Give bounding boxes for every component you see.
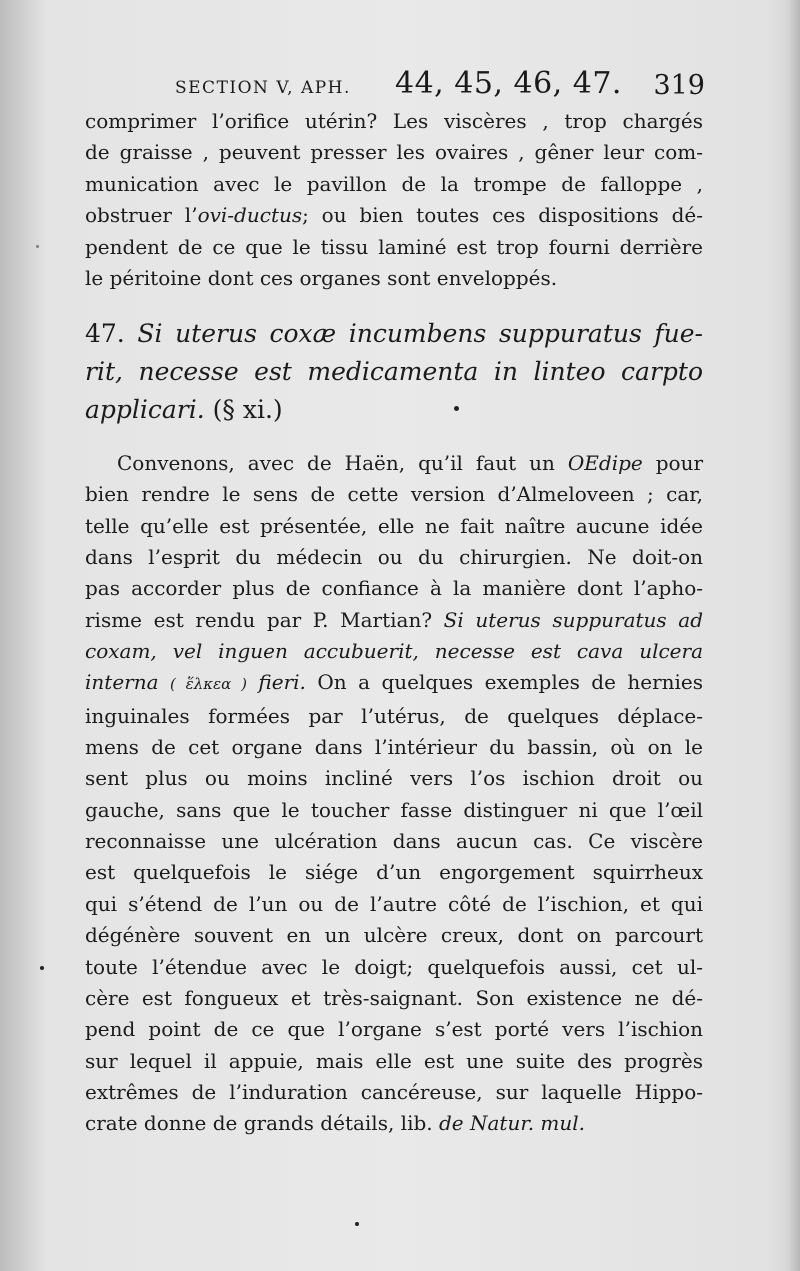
running-head: [175, 66, 715, 106]
text-fragment: ; ou bien toutes ces dispositions dé-: [302, 203, 703, 228]
italic-term: de Natur. mul.: [439, 1111, 586, 1136]
aphorism-text: applicari.: [85, 395, 205, 424]
aphorism-reference: (§ xi.): [212, 395, 283, 424]
text-line: sent plus ou moins incliné vers l’os ischion droit ou: [85, 766, 703, 791]
text-line: extrêmes de l’induration cancéreuse, sur laquelle Hippo-: [85, 1079, 703, 1104]
greek-term: ( ἕλκεα ): [169, 675, 247, 694]
text-line: pas accorder plus de confiance à la manière dont l’apho-: [85, 576, 703, 601]
running-head-section: SECTION V, APH.: [175, 78, 351, 98]
text-line: coxam, vel inguen accubuerit, necesse est cava ulcera: [85, 639, 703, 664]
aphorism-number: 47.: [85, 319, 125, 348]
text-fragment: On a quelques exemples de hernies: [317, 670, 704, 695]
page-number: 319: [653, 70, 705, 101]
text-line: [85, 200, 703, 231]
text-line: est quelquefois le siége d’un engorgement squirrheux: [85, 860, 703, 885]
text-line: toute l’étendue avec le doigt; quelquefois aussi, cet ul-: [85, 954, 703, 979]
paragraph-2: [85, 448, 703, 1140]
text-line: [85, 1108, 703, 1139]
running-head-aphorisms: 44, 45, 46, 47.: [395, 66, 622, 101]
paragraph-1: [85, 106, 703, 294]
italic-term: OEdipe: [567, 451, 643, 475]
ink-speck: [36, 245, 39, 248]
text-line: pendent de ce que le tissu laminé est trop fourni derrière: [85, 234, 703, 259]
text-line: [85, 605, 703, 636]
text-line: qui s’étend de l’un ou de l’autre côté de l’ischion, et qui: [85, 891, 703, 916]
text-line: cère est fongueux et très-saignant. Son existence ne dé-: [85, 985, 703, 1010]
text-line: sur lequel il appuie, mais elle est une suite des progrès: [85, 1048, 703, 1073]
text-line: [85, 667, 703, 700]
text-fragment: pour: [655, 451, 704, 475]
text-line: mens de cet organe dans l’intérieur du bassin, où on le: [85, 735, 703, 760]
text-line: [85, 448, 703, 479]
text-line: munication avec le pavillon de la trompe de falloppe ,: [85, 171, 703, 196]
text-line: gauche, sans que le toucher fasse distinguer ni que l’œil: [85, 797, 703, 822]
ink-speck: [454, 406, 459, 411]
page-edge-shadow: [788, 0, 800, 1271]
text-line: dégénère souvent en un ulcère creux, dont on parcourt: [85, 923, 703, 948]
aphorism-line: [85, 315, 703, 353]
italic-quote: interna: [85, 670, 159, 695]
aphorism-text: Si uterus coxæ incumbens suppuratus fue-: [137, 319, 703, 348]
text-line: de graisse , peuvent presser les ovaires , gêner leur com-: [85, 140, 703, 165]
ink-speck: [355, 1222, 359, 1226]
italic-quote: fieri.: [258, 670, 306, 695]
text-fragment: risme est rendu par P. Martian?: [85, 607, 433, 632]
aphorism-line: rit, necesse est medicamenta in linteo carpto: [85, 357, 703, 386]
text-fragment: crate donne de grands détails, lib.: [85, 1111, 433, 1136]
text-line: telle qu’elle est présentée, elle ne fait naître aucune idée: [85, 513, 703, 538]
text-line: inguinales formées par l’utérus, de quelques déplace-: [85, 703, 703, 728]
italic-quote: Si uterus suppuratus ad: [443, 607, 703, 632]
text-line: dans l’esprit du médecin ou du chirurgien. Ne doit-on: [85, 545, 703, 570]
ink-speck: [40, 966, 44, 970]
italic-term: ovi-ductus: [197, 203, 303, 228]
aphorism-line: [85, 391, 703, 429]
text-line: reconnaisse une ulcération dans aucun cas. Ce viscère: [85, 829, 703, 854]
aphorism-heading: [85, 315, 703, 429]
text-line: bien rendre le sens de cette version d’Almeloveen ; car,: [85, 482, 703, 507]
text-fragment: obstruer l’: [85, 203, 198, 228]
text-line: comprimer l’orifice utérin? Les viscères , trop chargés: [85, 109, 703, 133]
text-line: le péritoine dont ces organes sont enveloppés.: [85, 266, 558, 291]
text-fragment: Convenons, avec de Haën, qu’il faut un: [117, 451, 555, 475]
text-line: pend point de ce que l’organe s’est porté vers l’ischion: [85, 1017, 703, 1042]
